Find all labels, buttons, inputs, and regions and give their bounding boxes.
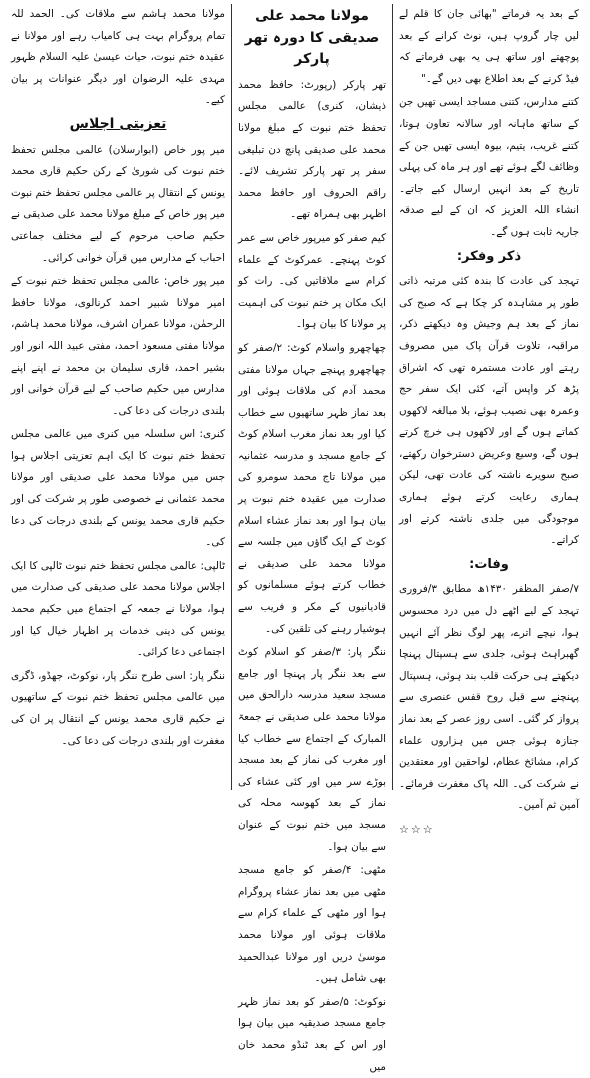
article-title-tharparkar: مولانا محمد علی صدیقی کا دورہ تھر پارکر: [244, 8, 380, 68]
paragraph-continuation: مولانا محمد ہاشم سے ملاقات کی۔ الحمد للہ تمام پروگرام بہت ہی کامیاب رہے اور مولانا نے عقیدہ ختم نبوت، حیات عیسیٰ علیہ السلام ظہور مہدی علیہ الرضوان اور دیگر عنوانات پر بیان کیے۔: [11, 8, 225, 107]
paragraph-mirpurkhas-report: میر پور خاص (ابوارسلان) عالمی مجلس تحفظ ختم نبوت کی شوریٰ کے رکن حکیم قاری محمد یونس کے انتقال پر عالمی مجلس تحفظ ختم نبوت میر پور خاص کے مبلغ مولانا محمد علی صدیقی نے حکیم صاحب مرحوم کے لیے مختلف جماعتی احباب کے مدارس میں قرآن خوانی کرائی۔: [11, 143, 225, 264]
paragraph-charity: کتنے مدارس، کتنی مساجد ایسی تھیں جن کے ساتھ ماہانہ اور سالانہ تعاون ہوتا، کتنے غریب، یتیم، بیوہ ایسی تھیں جن کے وظائف لگے ہوئے تھے اور ہر ماہ کی پہلی تاریخ کے بعد انہیں ارسال کیے جاتے۔ انشاء اللہ العزیز کہ ان کے لیے صدقہ جاریہ ثابت ہوں گے۔: [399, 96, 579, 238]
paragraph-zikr: تہجد کی عادت کا بندہ کئی مرتبہ ذاتی طور پر مشاہدہ کر چکا ہے کہ صبح کی نماز کے بعد ہم وجیش وہ دیکھتے ذکر، مراقبہ، تلاوت قرآن پاک میں مصروف رہتے اور عادت مستمرہ تھی کہ اشراق پڑھ کر واپس آتے، کئی ایک سفر حج وعمرہ بھی نصیب ہوئے، بلا مبالغہ لاکھوں کماتے ہوں گے اور لاکھوں ہی خرچ کرتے ہوں گے، وسیع وعریض دسترخوان رکھتے، صبح سویرے ناشتہ کی عادت تھی، لیکن ہماری رعایت کرتے ہوئے ہماری موجودگی میں جلدی ناشتہ کرتے اور کراتے۔: [399, 275, 579, 547]
paragraph-mirpurkhas: میر پور خاص: عالمی مجلس تحفظ ختم نبوت کے امیر مولانا شبیر احمد کرنالوی، مولانا حافظ الرحمٰن، مولانا عمران اشرف، مولانا محمد ہاشم، مولانا مفتی مسعود احمد، مفتی عبید اللہ انور اور بشیر احمد، قاری سلیمان بن محمد نے اپنے اپنے مدارس میں حکیم صاحب کے لیے قرآن خوانی اور بلندی درجات کی دعا کی۔: [11, 275, 225, 417]
paragraph-umerkot: کیم صفر کو میرپور خاص سے عمر کوٹ پہنچے۔ عمرکوٹ کے علماء کرام سے ملاقاتیں کی۔ رات کو ایک مکان پر ختم نبوت کی اہمیت پر مولانا کا بیان ہوا۔: [238, 231, 386, 331]
column-left: [5, 4, 231, 790]
paragraph-talhi: ٹالپی: عالمی مجلس تحفظ ختم نبوت ٹالپی کا ایک اجلاس مولانا محمد علی صدیقی کی صدارت میں ہوا، مولانا نے جمعہ کے اجتماع میں حکیم محمد یونس کی دینی خدمات پر اظہار خیال کیا اور اجتماعی دعا کرائی۔: [11, 559, 225, 659]
paragraph-nagarparkar: ننگر پار: ۳/صفر کو اسلام کوٹ سے بعد ننگر پار پہنچا اور جامع مسجد سعید مدرسہ دارالحق میں مولانا محمد علی صدیقی نے جمعۃ المبارک کے اجتماع سے خطاب کیا اور مغرب کی نماز کے بعد مسجد بوڑے سر میں اور کئی عشاء کی نماز کے بعد کھوسہ محلہ کی مسجد میں ختم نبوت کے عنوان سے بیان ہوا۔: [238, 646, 386, 853]
column-middle: [231, 4, 393, 1073]
paragraph-report: تھر پارکر (رپورٹ: حافظ محمد ذیشان، کنری) عالمی مجلس تحفظ ختم نبوت کے مبلغ مولانا محمد علی صدیقی پانچ دن تبلیغی سفر پر تھر پارکر تشریف لائے۔ راقم الحروف اور حافظ محمد اظہر بھی ہمراہ تھے۔: [238, 78, 386, 221]
paragraph-death: ۷/صفر المظفر ۱۴۳۰ھ مطابق ۳/فروری تہجد کے لیے اٹھے دل میں درد محسوس ہوا، نیچے اترے، پھر لوگ نظر آئے انہیں گھبراہٹ ہوئی، جلدی سے ہسپتال پہنچا دیکھتے ہی حرکت قلب بند ہوئی، ہسپتال پہنچنے سے قبل روح قفس عنصری سے پرواز کر گئی۔ اسی روز عصر کے بعد نماز جنازہ ہوئی جس میں ہزاروں علماء کرام، مشائخ عظام، لواحقین اور معتقدین نے شرکت کی۔ اللہ پاک مغفرت فرمائے۔ آمین ثم آمین۔: [399, 583, 579, 812]
section-heading-zikr: ذکر وفکر:: [456, 248, 522, 264]
stars-divider: ☆☆☆: [399, 822, 435, 836]
paragraph-naukot: نوکوٹ: ۵/صفر کو بعد نماز ظہر جامع مسجد صدیقیہ میں بیان ہوا اور اس کے بعد ٹنڈو محمد خان میں: [238, 995, 386, 1073]
paragraph-mithi: مٹھی: ۴/صفر کو جامع مسجد مٹھی میں بعد نماز عشاء پروگرام ہوا اور مٹھی کے علماء کرام سے ملاقات ہوئی اور مولانا محمد موسیٰ دریں اور مولانا عبدالحمید بھی شامل ہیں۔: [238, 864, 386, 985]
section-heading-death: وفات:: [469, 556, 509, 572]
column-right: [393, 4, 585, 836]
section-heading-condolence: تعزیتی اجلاس: [69, 115, 167, 132]
paragraph-chachro: چھاچھرو واسلام کوٹ: ۲/صفر کو چھاچھرو پہنچے جہاں مولانا مفتی محمد آدم کی ملاقات ہوئی اور بعد نماز ظہر ساتھیوں سے خطاب کیا اور بعد نماز مغرب اسلام کوٹ کے جامع مسجد و مدرسہ عثمانیہ میں مولانا تاج محمد سومرو کی صدارت میں عقیدہ ختم نبوت پر بیان ہوا اور بعد نماز عشاء اسلام کوٹ کے ایک گاؤں میں جلسہ سے مولانا محمد علی صدیقی نے خطاب کرتے ہوئے مسلمانوں کو قادیانیوں کے مکر و فریب سے ہوشیار رہنے کی تلقین کی۔: [238, 341, 386, 635]
paragraph-nagarparkar-dua: ننگر پار: اسی طرح ننگر پار، نوکوٹ، جھڈو، ڈگری میں عالمی مجلس تحفظ ختم نبوت کے ساتھیوں نے حکیم قاری محمد یونس کے انتقال پر ان کی مغفرت اور بلندی درجات کی دعا کی۔: [11, 669, 225, 747]
paragraph-intro: کے بعد یہ فرماتے "بھائی جان کا قلم لے لیں چار گروپ ہیں، نوٹ کرانے کے بعد پوچھتے اور ساتھ ہی یہ بھی فرماتے کہ فیڈ کرنے کے بعد اطلاع بھی دیں گے۔": [399, 8, 579, 85]
paragraph-kunri: کنری: اس سلسلہ میں کنری میں عالمی مجلس تحفظ ختم نبوت کا ایک اہم تعزیتی اجلاس ہوا جس میں مولانا محمد علی صدیقی اور مولانا محمد عثمانی نے خصوصی طور پر شرکت کی اور حکیم قاری محمد یونس کے بلندی درجات کی دعا کی۔: [11, 428, 225, 549]
